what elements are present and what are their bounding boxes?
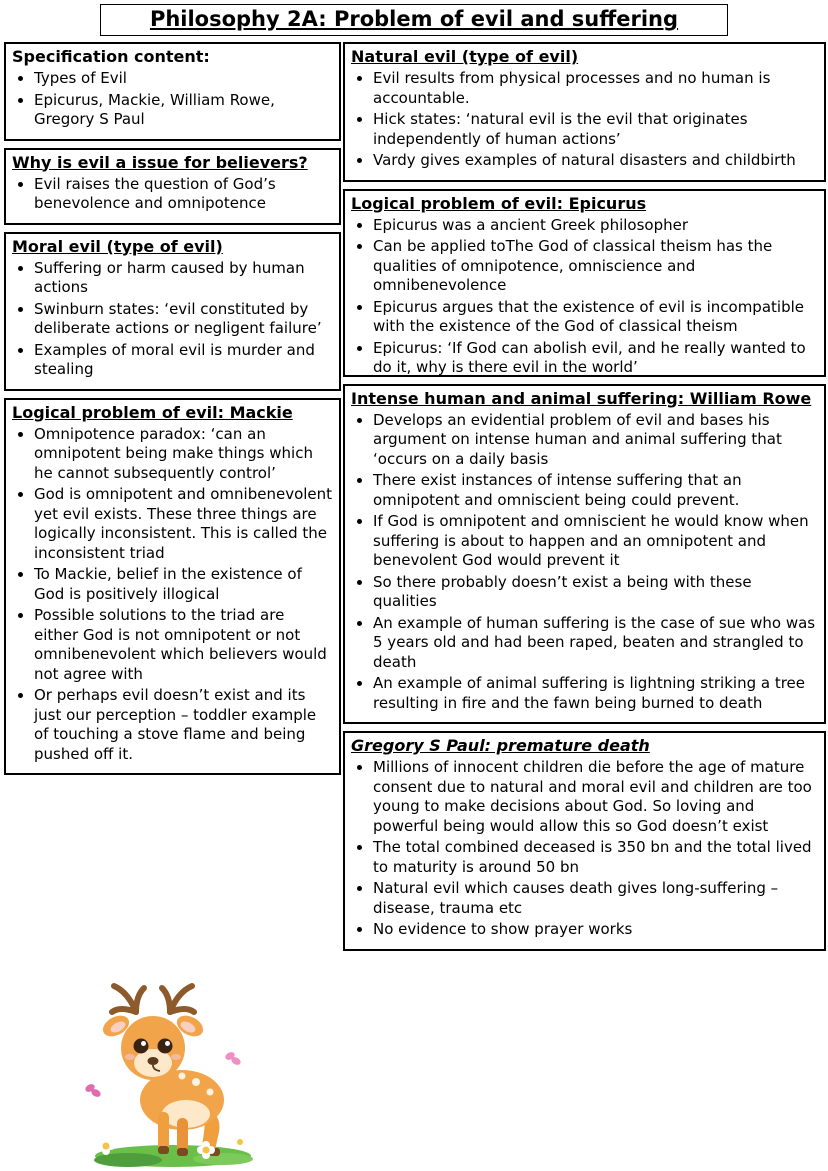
- deer-illustration: [78, 960, 268, 1168]
- bullet-item: • The total combined deceased is 350 bn and the total lived to maturity is around 50 bn: [373, 838, 818, 877]
- section-heading: Why is evil a issue for believers?: [12, 152, 308, 172]
- section-heading: Intense human and animal suffering: William Rowe: [351, 388, 812, 408]
- bullet-list: [12, 175, 333, 214]
- bullet-item: • No evidence to show prayer works: [373, 920, 818, 940]
- section-heading: Moral evil (type of evil): [12, 236, 223, 256]
- bullet-item: • Vardy gives examples of natural disasters and childbirth: [373, 151, 818, 171]
- section-gregory-paul: [343, 731, 826, 951]
- bullet-item: • To Mackie, belief in the existence of God is positively illogical: [34, 565, 333, 604]
- bullet-item: • There exist instances of intense suffering that an omnipotent and omniscient being could prevent.: [373, 471, 818, 510]
- bullet-item: • An example of animal suffering is lightning striking a tree resulting in fire and the fawn being burned to death: [373, 674, 818, 713]
- bullet-item: • Types of Evil: [34, 69, 333, 89]
- section-heading: Natural evil (type of evil): [351, 47, 579, 66]
- bullet-item: • Natural evil which causes death gives long-suffering – disease, trauma etc: [373, 879, 818, 918]
- bullet-list: [12, 425, 333, 765]
- left-column: [4, 42, 341, 782]
- page-title: Philosophy 2A: Problem of evil and suffering: [149, 7, 679, 31]
- section-natural-evil: [343, 42, 826, 182]
- bullet-item: • God is omnipotent and omnibenevolent yet evil exists. These three things are logically inconsistent. This is called the inconsistent triad: [34, 485, 333, 563]
- section-specification: [4, 42, 341, 141]
- bullet-item: • So there probably doesn’t exist a being with these qualities: [373, 573, 818, 612]
- bullet-item: • Possible solutions to the triad are either God is not omnipotent or not omnibenevolent which believers would not agree with: [34, 606, 333, 684]
- section-moral-evil: [4, 232, 341, 391]
- section-why-issue: [4, 148, 341, 225]
- bullet-list: [12, 69, 333, 130]
- right-column: [343, 42, 826, 958]
- bullet-list: [351, 69, 818, 171]
- cartoon-fawn-icon: [78, 960, 268, 1168]
- bullet-item: • Epicurus argues that the existence of evil is incompatible with the existence of the God of classical theism: [373, 298, 818, 337]
- section-heading: Logical problem of evil: Epicurus: [351, 193, 647, 213]
- bullet-list: [351, 758, 818, 940]
- bullet-item: • Epicurus was a ancient Greek philosopher: [373, 216, 818, 236]
- bullet-list: [351, 216, 818, 378]
- bullet-list: [12, 259, 333, 380]
- bullet-item: • Suffering or harm caused by human actions: [34, 259, 333, 298]
- section-epicurus: [343, 189, 826, 377]
- bullet-item: • Can be applied toThe God of classical theism has the qualities of omnipotence, omniscience and omnibenevolence: [373, 237, 818, 296]
- title-box: [100, 4, 728, 36]
- section-william-rowe: [343, 384, 826, 725]
- bullet-item: • Omnipotence paradox: ‘can an omnipotent being make things which he cannot subsequently control’: [34, 425, 333, 484]
- bullet-item: • Millions of innocent children die before the age of mature consent due to natural and moral evil and children are too young to make decisions about God. So loving and powerful being would allow this so God doesn’t exist: [373, 758, 818, 836]
- section-heading: Logical problem of evil: Mackie: [12, 402, 293, 422]
- bullet-item: • Epicurus, Mackie, William Rowe, Gregory S Paul: [34, 91, 333, 130]
- bullet-item: • An example of human suffering is the case of sue who was 5 years old and had been raped, beaten and strangled to death: [373, 614, 818, 673]
- bullet-item: • Or perhaps evil doesn’t exist and its just our perception – toddler example of touching a stove flame and being pushed off it.: [34, 686, 333, 764]
- section-heading: Gregory S Paul: premature death: [351, 736, 650, 755]
- bullet-item: • Examples of moral evil is murder and stealing: [34, 341, 333, 380]
- bullet-item: • Epicurus: ‘If God can abolish evil, and he really wanted to do it, why is there evil in the world’: [373, 339, 818, 378]
- bullet-list: [351, 411, 818, 714]
- section-mackie: [4, 398, 341, 776]
- bullet-item: • Evil results from physical processes and no human is accountable.: [373, 69, 818, 108]
- bullet-item: • If God is omnipotent and omniscient he would know when suffering is about to happen and an omnipotent and benevolent God would prevent it: [373, 512, 818, 571]
- butterfly: [224, 1050, 242, 1066]
- bullet-item: • Swinburn states: ‘evil constituted by deliberate actions or negligent failure’: [34, 300, 333, 339]
- bullet-item: • Evil raises the question of God’s benevolence and omnipotence: [34, 175, 333, 214]
- butterfly: [84, 1082, 102, 1098]
- bullet-item: • Develops an evidential problem of evil and bases his argument on intense human and animal suffering that ‘occurs on a daily basis: [373, 411, 818, 470]
- section-heading: Specification content:: [12, 47, 210, 66]
- bullet-item: • Hick states: ‘natural evil is the evil that originates independently of human actions’: [373, 110, 818, 149]
